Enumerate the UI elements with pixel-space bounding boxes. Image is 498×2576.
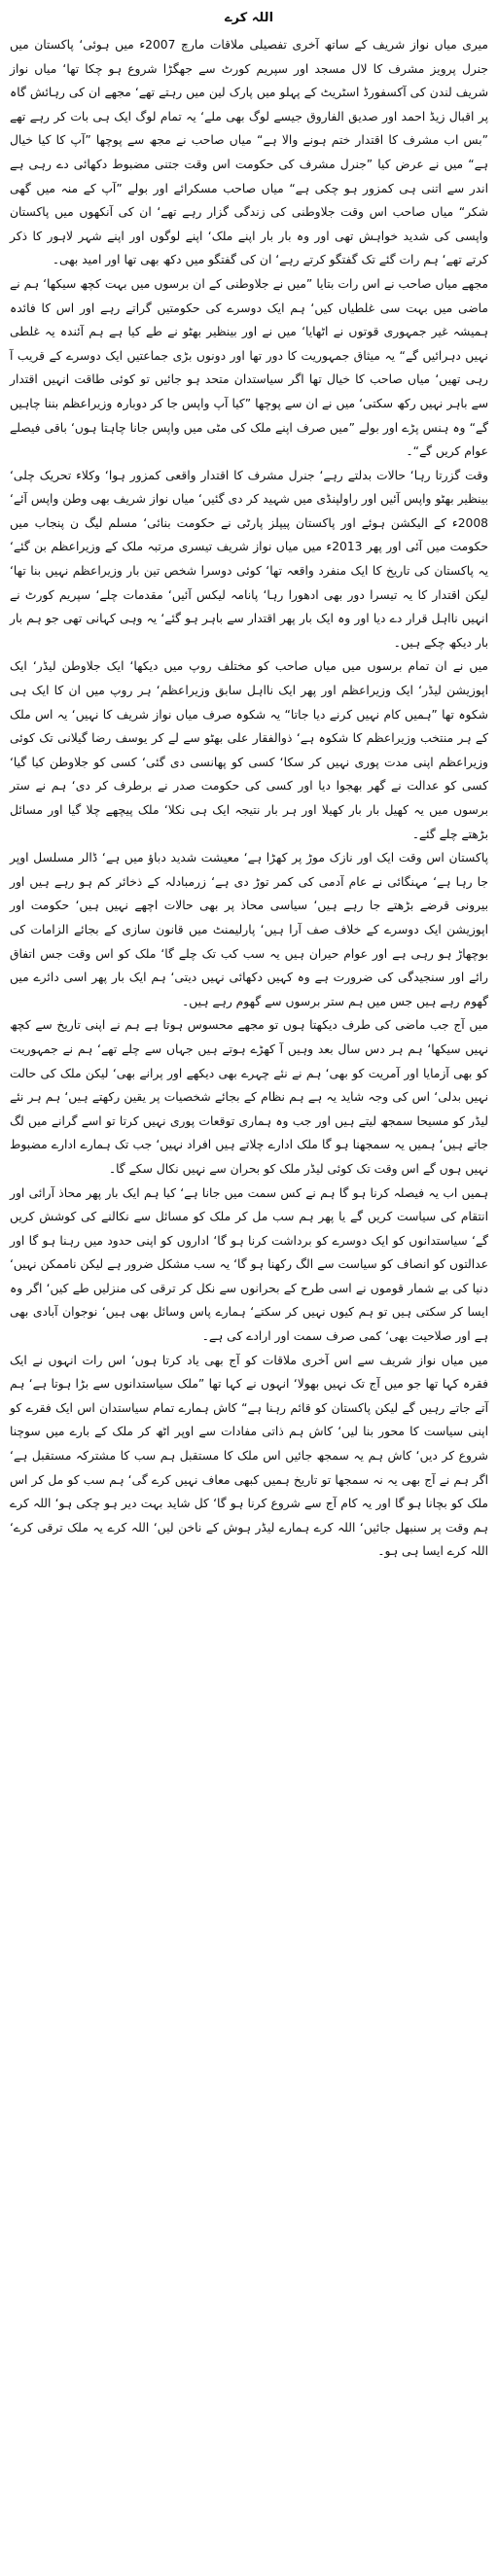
paragraph: مجھے میاں صاحب نے اس رات بتایا ”میں نے جلاوطنی کے ان برسوں میں بہت کچھ سیکھا‘ ہم نے ماضی میں بہت سی غلطیاں کیں‘ ہم ایک دوسرے کی حکومتیں گراتے رہے اور اس کا فائدہ ہمیشہ غیر جمہوری قوتوں نے اٹھایا‘ میں نے اور بینظیر بھٹو نے طے کیا ہے ہم آئندہ یہ غلطی نہیں دہرائیں گے“ یہ میثاق جمہوریت کا دور تھا اور دونوں بڑی جماعتیں ایک دوسرے کے قریب آ رہی تھیں‘ میاں صاحب کا خیال تھا اگر سیاستدان متحد ہو جائیں تو کوئی طاقت انہیں اقتدار سے باہر نہیں رکھ سکتی‘ میں نے ان سے پوچھا ”کیا آپ واپس جا کر دوبارہ وزیراعظم بننا چاہیں گے“ وہ ہنس پڑے اور بولے ”میں صرف اپنے ملک کی مٹی میں واپس جانا چاہتا ہوں‘ باقی فیصلے عوام کریں گے“۔ xyxy=(10,276,488,459)
paragraph: میں نے ان تمام برسوں میں میاں صاحب کو مختلف روپ میں دیکھا‘ ایک جلاوطن لیڈر‘ ایک اپوزیشن لیڈر‘ ایک وزیراعظم اور پھر ایک نااہل سابق وزیراعظم‘ ہر روپ میں ان کا ایک ہی شکوہ تھا ”ہمیں کام نہیں کرنے دیا جاتا“ یہ شکوہ صرف میاں نواز شریف کا نہیں‘ یہ اس ملک کے ہر منتخب وزیراعظم کا شکوہ ہے‘ ذوالفقار علی بھٹو سے لے کر یوسف رضا گیلانی تک کوئی وزیراعظم اپنی مدت پوری نہیں کر سکا‘ کسی کو پھانسی دی گئی‘ کسی کو جلاوطن کیا گیا‘ کسی کو عدالت نے گھر بھجوا دیا اور کسی کی حکومت صدر نے برطرف کر دی‘ ہم نے ستر برسوں میں یہ کھیل بار بار کھیلا اور ہر بار نتیجہ ایک ہی نکلا‘ ملک پیچھے چلا گیا اور مسائل بڑھتے چلے گئے۔ xyxy=(10,659,488,841)
paragraph: ہمیں اب یہ فیصلہ کرنا ہو گا ہم نے کس سمت میں جانا ہے‘ کیا ہم ایک بار پھر محاذ آرائی اور انتقام کی سیاست کریں گے یا پھر ہم سب مل کر ملک کو مسائل سے نکالنے کی کوشش کریں گے‘ سیاستدانوں کو ایک دوسرے کو برداشت کرنا ہو گا‘ اداروں کو اپنی حدود میں رہنا ہو گا اور عدالتوں کو انصاف کو سیاست سے الگ رکھنا ہو گا‘ یہ سب مشکل ضرور ہے لیکن ناممکن نہیں‘ دنیا کی بے شمار قوموں نے اسی طرح کے بحرانوں سے نکل کر ترقی کی منزلیں طے کیں‘ اگر وہ ایسا کر سکتی ہیں تو ہم کیوں نہیں کر سکتے‘ ہمارے پاس وسائل بھی ہیں‘ نوجوان آبادی بھی ہے اور صلاحیت بھی‘ کمی صرف سمت اور ارادے کی ہے۔ xyxy=(10,1185,488,1344)
paragraph: پاکستان اس وقت ایک اور نازک موڑ پر کھڑا ہے‘ معیشت شدید دباؤ میں ہے‘ ڈالر مسلسل اوپر جا رہا ہے‘ مہنگائی نے عام آدمی کی کمر توڑ دی ہے‘ زرمبادلہ کے ذخائر کم ہو رہے ہیں اور بیرونی قرضے بڑھتے جا رہے ہیں‘ سیاسی محاذ پر بھی حالات اچھے نہیں ہیں‘ حکومت اور اپوزیشن ایک دوسرے کے خلاف صف آرا ہیں‘ پارلیمنٹ میں قانون سازی کے بجائے الزامات کی بوچھاڑ ہو رہی ہے اور عوام حیران ہیں یہ سب کب تک چلے گا‘ ملک کو اس وقت جس اتفاق رائے اور سنجیدگی کی ضرورت ہے وہ کہیں دکھائی نہیں دیتی‘ ہم ایک بار پھر اسی دائرے میں گھوم رہے ہیں جس میں ہم ستر برسوں سے گھوم رہے ہیں۔ xyxy=(10,851,488,1008)
column-title: اللہ کرے xyxy=(224,11,274,25)
paragraph: وقت گزرتا رہا‘ حالات بدلتے رہے‘ جنرل مشرف کا اقتدار واقعی کمزور ہوا‘ وکلاء تحریک چلی‘ بینظیر بھٹو واپس آئیں اور راولپنڈی میں شہید کر دی گئیں‘ میاں نواز شریف بھی وطن واپس آئے‘ 2008ء کے الیکشن ہوئے اور پاکستان پیپلز پارٹی نے حکومت بنائی‘ مسلم لیگ ن پنجاب میں حکومت میں آئی اور پھر 2013ء میں میاں نواز شریف تیسری مرتبہ ملک کے وزیراعظم بن گئے‘ یہ پاکستان کی تاریخ کا ایک منفرد واقعہ تھا‘ کوئی دوسرا شخص تین بار وزیراعظم نہیں بنا تھا‘ لیکن اقتدار کا یہ تیسرا دور بھی ادھورا رہا‘ پانامہ لیکس آئیں‘ مقدمات چلے‘ سپریم کورٹ نے انہیں نااہل قرار دے دیا اور وہ ایک بار پھر اقتدار سے باہر ہو گئے‘ یہ وہی کہانی تھی جو ہم بار بار دیکھ چکے ہیں۔ xyxy=(10,468,488,650)
paragraph: میں آج جب ماضی کی طرف دیکھتا ہوں تو مجھے محسوس ہوتا ہے ہم نے اپنی تاریخ سے کچھ نہیں سیکھا‘ ہم ہر دس سال بعد وہیں آ کھڑے ہوتے ہیں جہاں سے چلے تھے‘ ہم نے جمہوریت کو بھی آزمایا اور آمریت کو بھی‘ ہم نے نئے چہرے بھی دیکھے اور پرانے بھی‘ لیکن ملک کی حالت نہیں بدلی‘ اس کی وجہ شاید یہ ہے ہم نظام کے بجائے شخصیات پر یقین رکھتے ہیں‘ ہم ہر نئے لیڈر کو مسیحا سمجھ لیتے ہیں اور جب وہ ہماری توقعات پوری نہیں کرتا تو اسے گرانے میں لگ جاتے ہیں‘ ہمیں یہ سمجھنا ہو گا ملک ادارے چلاتے ہیں افراد نہیں‘ جب تک ہمارے ادارے مضبوط نہیں ہوں گے اس وقت تک کوئی لیڈر ملک کو بحران سے نہیں نکال سکے گا۔ xyxy=(10,1018,488,1176)
paragraph: میری میاں نواز شریف کے ساتھ آخری تفصیلی ملاقات مارچ 2007ء میں ہوئی‘ پاکستان میں جنرل پرویز مشرف کا لال مسجد اور سپریم کورٹ سے جھگڑا شروع ہو چکا تھا‘ میاں نواز شریف لندن کی آکسفورڈ اسٹریٹ کے پہلو میں پارک لین میں رہتے تھے‘ مجھے ان کی رہائش گاہ پر اقبال زیڈ احمد اور صدیق الفاروق جیسے لوگ بھی ملے‘ یہ تمام لوگ ایک ہی بات کر رہے تھے ”بس اب مشرف کا اقتدار ختم ہونے والا ہے“ میاں صاحب نے مجھ سے پوچھا ”آپ کا کیا خیال ہے“ میں نے عرض کیا ”جنرل مشرف کی حکومت اس وقت جتنی مضبوط دکھائی دے رہی ہے اندر سے اتنی ہی کمزور ہو چکی ہے“ میاں صاحب مسکرائے اور بولے ”آپ کے منہ میں گھی شکر“ میاں صاحب اس وقت جلاوطنی کی زندگی گزار رہے تھے‘ ان کی آنکھوں میں پاکستان واپسی کی شدید خواہش تھی اور وہ بار بار اپنے ملک‘ اپنے لوگوں اور اپنے شہر لاہور کا ذکر کرتے تھے‘ ہم رات گئے تک گفتگو کرتے رہے‘ ان کی گفتگو میں دکھ بھی تھا اور امید بھی۔ xyxy=(10,38,488,267)
column-body xyxy=(10,33,488,1564)
paragraph: میں میاں نواز شریف سے اس آخری ملاقات کو آج بھی یاد کرتا ہوں‘ اس رات انہوں نے ایک فقرہ کہا تھا جو میں آج تک نہیں بھولا‘ انہوں نے کہا تھا ”ملک سیاستدانوں سے بڑا ہوتا ہے‘ ہم آتے جاتے رہیں گے لیکن پاکستان کو قائم رہنا ہے“ کاش ہمارے تمام سیاستدان اس ایک فقرے کو اپنی سیاست کا محور بنا لیں‘ کاش ہم ذاتی مفادات سے اوپر اٹھ کر ملک کے بارے میں سوچنا شروع کر دیں‘ کاش ہم یہ سمجھ جائیں اس ملک کا مستقبل ہم سب کا مشترکہ مستقبل ہے‘ اگر ہم نے آج بھی یہ نہ سمجھا تو تاریخ ہمیں کبھی معاف نہیں کرے گی‘ ہم سب کو مل کر اس ملک کو بچانا ہو گا اور یہ کام آج سے شروع کرنا ہو گا‘ کل شاید بہت دیر ہو چکی ہو‘ اللہ کرے ہم وقت پر سنبھل جائیں‘ اللہ کرے ہمارے لیڈر ہوش کے ناخن لیں‘ اللہ کرے یہ ملک ترقی کرے‘ اللہ کرے ایسا ہی ہو۔ xyxy=(10,1353,488,1559)
